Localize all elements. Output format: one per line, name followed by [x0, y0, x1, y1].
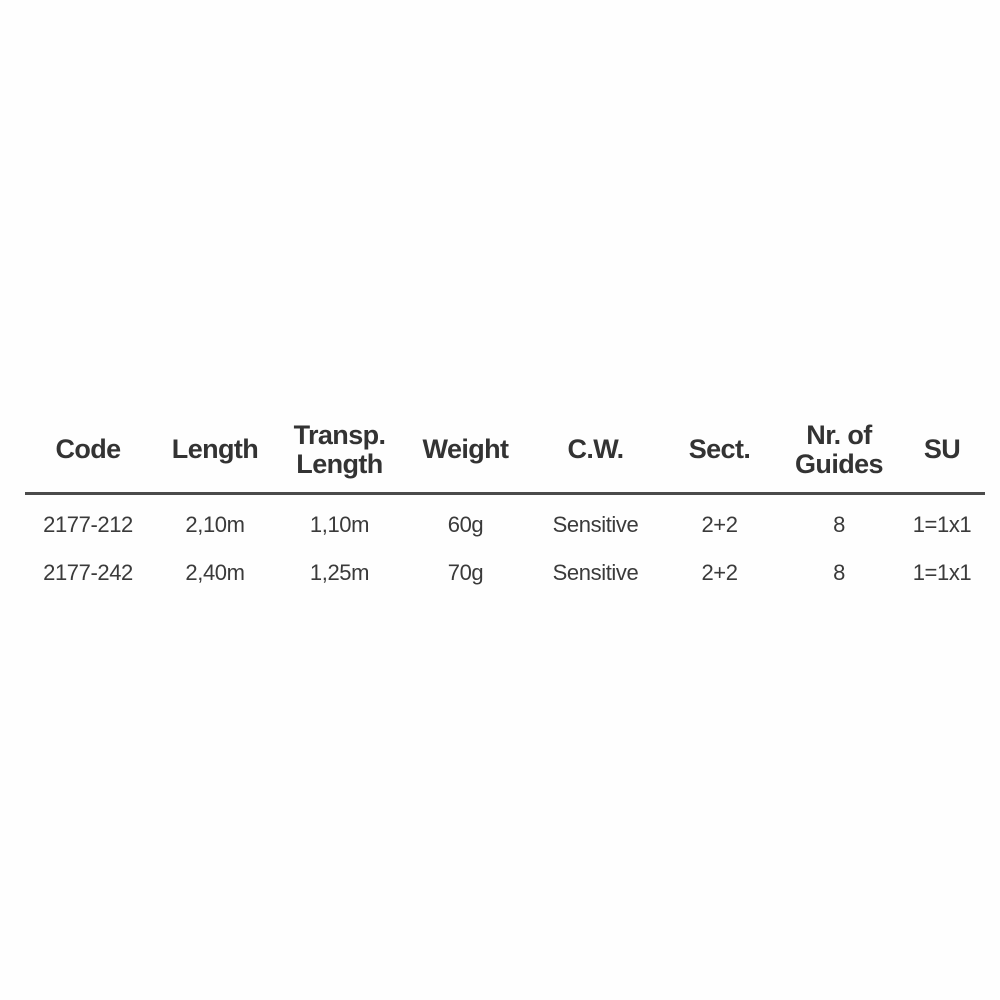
column-header-label: Weight: [422, 434, 509, 465]
column-header-label-line2: Guides: [795, 449, 883, 479]
column-header-label-line1: Transp.: [293, 419, 386, 450]
cell-code: 2177-242: [43, 560, 133, 585]
cell-cw: Sensitive: [552, 560, 639, 585]
cell-su: 1=1x1: [912, 512, 972, 537]
cell-length: 2,10m: [185, 512, 245, 537]
column-header-label: Code: [55, 434, 121, 465]
column-header-label-line2: Length: [296, 449, 383, 479]
cell-sect: 2+2: [701, 560, 738, 585]
table-header: [25, 408, 985, 494]
header-row: [25, 408, 985, 494]
column-header-weight: [400, 408, 531, 494]
column-header-cw: [531, 408, 660, 494]
cell-code: 2177-212: [43, 512, 133, 537]
column-header-label-line1: Nr. of: [806, 419, 872, 450]
column-header-label: C.W.: [567, 434, 624, 465]
column-header-length: [151, 408, 279, 494]
column-header-su: [899, 408, 985, 494]
column-header-sect: [660, 408, 779, 494]
cell-transp-length: 1,25m: [309, 560, 370, 585]
cell-sect: 2+2: [701, 512, 738, 537]
column-header-label: SU: [923, 434, 961, 465]
table-row: [25, 549, 985, 597]
cell-weight: 70g: [447, 560, 484, 585]
cell-length: 2,40m: [185, 560, 245, 585]
cell-nr-of-guides: 8: [833, 560, 845, 585]
table-body: [25, 494, 985, 598]
column-header-nr-of-guides: [779, 408, 899, 494]
cell-su: 1=1x1: [912, 560, 972, 585]
column-header-label: Length: [171, 434, 259, 465]
column-header-label: Sect.: [688, 434, 751, 465]
cell-nr-of-guides: 8: [833, 512, 845, 537]
product-spec-table: [25, 408, 985, 597]
cell-weight: 60g: [447, 512, 484, 537]
cell-transp-length: 1,10m: [309, 512, 370, 537]
product-spec-table-container: [25, 408, 985, 597]
table-row: [25, 494, 985, 550]
column-header-transp-length: [279, 408, 400, 494]
cell-cw: Sensitive: [552, 512, 639, 537]
column-header-code: [25, 408, 151, 494]
